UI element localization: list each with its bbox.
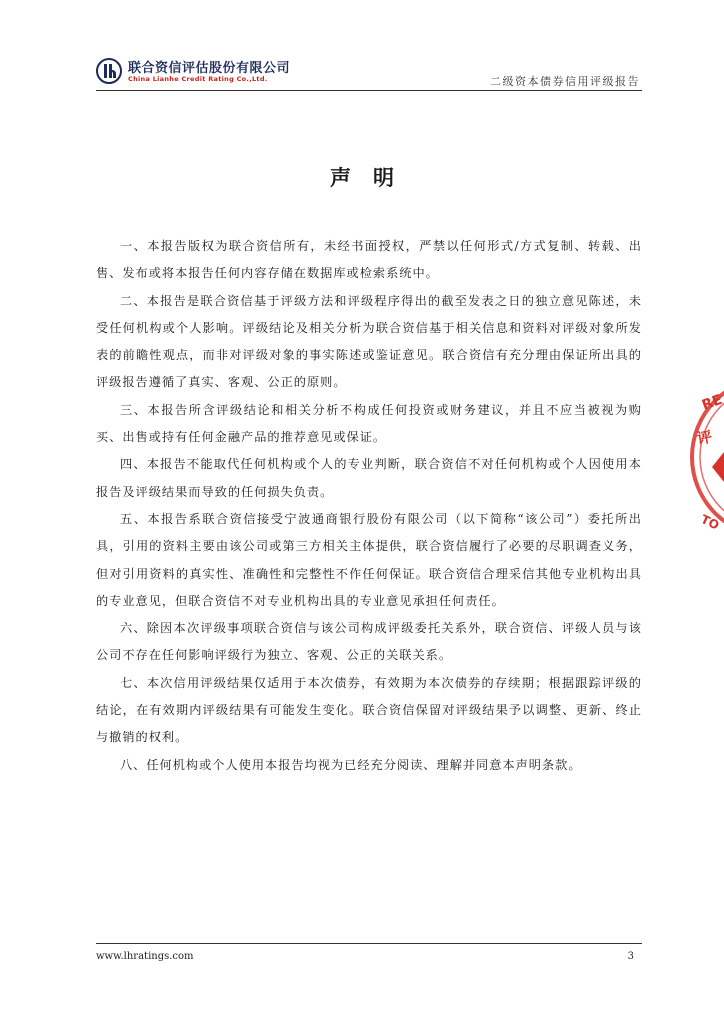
svg-text:RE: RE: [699, 391, 724, 414]
declaration-paragraph-2: 二、本报告是联合资信基于评级方法和评级程序得出的截至发表之日的独立意见陈述，未受任何机构或个人影响。评级结论及相关分析为联合资信基于相关信息和资料对评级对象所发表的前瞻性观点，而非对评级对象的事实陈述或鉴证意见。联合资信有充分理由保证所出具的评级报告遵循了真实、客观、公正的原则。: [96, 293, 642, 390]
page-number: 3: [627, 951, 634, 962]
declaration-body: [96, 233, 642, 779]
page-title: 声明: [330, 165, 416, 190]
declaration-paragraph-6: 六、除因本次评级事项联合资信与该公司构成评级委托关系外，联合资信、评级人员与该公司不存在任何影响评级行为独立、客观、公正的关联关系。: [96, 621, 642, 663]
company-name-cn: 联合资信评估股份有限公司: [128, 61, 291, 76]
lh-logo-icon: [96, 58, 122, 84]
footer-website: www.lhratings.com: [96, 951, 194, 962]
company-name-en: China Lianhe Credit Rating Co.,Ltd.: [128, 75, 268, 83]
declaration-paragraph-4: 四、本报告不能取代任何机构或个人的专业判断，联合资信不对任何机构或个人因使用本报告及评级结果而导致的任何损失负责。: [96, 457, 642, 499]
declaration-paragraph-7: 七、本次信用评级结果仅适用于本次债券，有效期为本次债券的存续期；根据跟踪评级的结论，在有效期内评级结果有可能发生变化。联合资信保留对评级结果予以调整、更新、终止与撤销的权利。: [96, 675, 642, 745]
svg-text:评: 评: [695, 427, 714, 448]
declaration-paragraph-1: 一、本报告版权为联合资信所有，未经书面授权，严禁以任何形式/方式复制、转载、出售、发布或将本报告任何内容存储在数据库或检索系统中。: [96, 239, 642, 281]
svg-text:TO: TO: [698, 512, 722, 533]
report-type-label: 二级资本债券信用评级报告: [490, 75, 640, 88]
page-header: [96, 55, 642, 95]
footer-divider: [96, 943, 642, 944]
header-divider: [96, 90, 642, 91]
declaration-paragraph-5: 五、本报告系联合资信接受宁波通商银行股份有限公司（以下简称“该公司”）委托所出具，引用的资料主要由该公司或第三方相关主体提供，联合资信履行了必要的尽职调查义务，但对引用资料的真实性、准确性和完整性不作任何保证。联合资信合理采信其他专业机构出具的专业意见，但联合资信不对专业机构出具的专业意见承担任何责任。: [96, 511, 642, 608]
declaration-paragraph-3: 三、本报告所含评级结论和相关分析不构成任何投资或财务建议，并且不应当被视为购买、出售或持有任何金融产品的推荐意见或保证。: [96, 402, 642, 445]
declaration-paragraph-8: 八、任何机构或个人使用本报告均视为已经充分阅读、理解并同意本声明条款。: [120, 757, 582, 772]
company-seal-stamp: [690, 372, 724, 572]
